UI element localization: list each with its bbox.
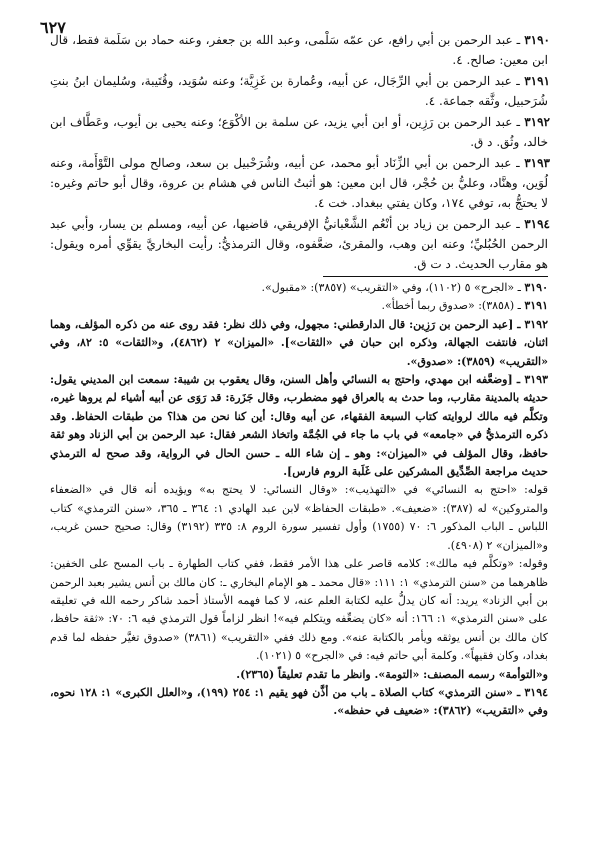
footnote (50, 684, 548, 721)
entry-number: ٣١٩٠ (524, 33, 550, 47)
entry-text: ـ عبد الرحمن بن زياد بن أنْعُم الشَّعْبانيُّ الإفريقي، قاضيها، عن أبيه، ومسلم بن يسار، وأبي عبد الرحمن الحُبُليِّ؛ وعنه ابن وهب، والمقرئ، ضعَّفوه، وقال الترمذيُّ: رأيت البخاريَّ يقوِّي أمره ويقول: هو مقارب الحديث. د ت ق. (50, 217, 548, 271)
entry (50, 71, 548, 111)
footnote-text: ـ «سنن الترمذي» كتاب الصلاة ـ باب من أذَّن فهو يقيم ١: ٢٥٤ (١٩٩)، و«العلل الكبرى» ١: ١٢٨ نحوه، وفي «التقريب» (٣٨٦٢): «ضعيف في حفظه». (50, 685, 548, 718)
entry-text: ـ عبد الرحمن بن أبي الرِّجَال، عن أبيه، وعُمارة بن غَزِيَّة؛ وعنه سُوَيد، وقُتَيبة، وسُليمان ابنُ بنتِ شُرَحبيل، وثَّقه جماعة. ٤. (50, 74, 548, 108)
footnote-text: قوله: «احتج به النسائي» في «التهذيب»: «وقال النسائي: لا يحتج به» ويؤيده أنه قال في «الضعفاء والمتروكين» له (٣٨٧): «ضعيف». «طبقات الحفاظ» لابن عبد الهادي ١: ٣٦٤ ـ ٣٦٥، «سنن الترمذي» كتاب اللباس ـ الباب المذكور ٦: ٧٠ (١٧٥٥) وأول تفسير سورة الروم ٨: ٣٣٥ (٣١٩٢) وقال: صحيح حسن غريب، و«الميزان» ٢ (٤٩٠٨). (50, 483, 549, 552)
footnote-text: وقوله: «وتكلَّم فيه مالك»: كلامه قاصر على هذا الأمر فقط، ففي كتاب الطهارة ـ باب المسح على الخفين: ظاهرهما من «سنن الترمذي» ١: ١١١: «قال محمد ـ هو الإمام البخاري ـ: كان مالك بن أنس يشير بعبد الرحمن بن أبي الزناد» يريد: أنه كان يدلُّ عليه لكتابة العلم عنه، لا كما فهمه الأستاذ أحمد شاكر رحمه الله في تعليقه على «سنن الترمذي» ١: ١٦٦: أنه «كان يضعِّفه ويتكلم فيه»! انظر لزاماً قول الترمذي فيه ٦: ٧٠: «ثقة حافظ، كان مالك بن أنس يوثقه ويأمر بالكتابة عنه». ومع ذلك ففي «التقريب» (٣٨٦١) «صدوق تغيَّر حفظه لما قدم بغداد، وكان فقيهاً». وكلمة أبي حاتم فيه: في «الجرح» ٥ (١٠٢١). (50, 557, 549, 663)
footnote-number: ٣١٩٤ (524, 685, 549, 699)
footnote-text: ـ «الجرح» ٥ (١١٠٢)، وفي «التقريب» (٣٨٥٧): «مقبول». (261, 281, 521, 294)
footnote (50, 481, 548, 555)
entry-text: ـ عبد الرحمن بن رَزِين، أو ابن أبي يزيد، عن سلمة بن الأكْوَع؛ وعنه يحيى بن أيوب، وعَطَّاف ابن خالد، وثُق. د ق. (50, 115, 548, 149)
entry-number: ٣١٩١ (524, 74, 550, 88)
entry-number: ٣١٩٣ (524, 156, 550, 170)
entry (50, 153, 548, 213)
footnote (50, 371, 548, 481)
footnote-separator (323, 276, 548, 277)
page-number: ٦٢٧ (40, 18, 66, 37)
footnotes (50, 279, 548, 721)
entry-text: ـ عبد الرحمن بن أبي الزِّنَاد أبو محمد، عن أبيه، وشُرَحْبيل بن سعد، وصالح مولى التَّوْأَمة، وعنه لُوَين، وهنَّاد، وعليُّ بن حُجْر، قال ابن معين: هو أثبتُ الناس في هشام بن عروة، وقال أبو حاتم وغيره: لا يحتجُّ به، توفي ١٧٤، وكان يفتي ببغداد. خت ٤. (50, 156, 548, 210)
footnote (50, 555, 548, 665)
footnote-number: ٣١٩٠ (524, 281, 548, 294)
entry (50, 30, 548, 70)
entry-number: ٣١٩٢ (524, 115, 550, 129)
footnote (50, 279, 548, 297)
footnote-number: ٣١٩٢ (524, 317, 548, 331)
footnote-text: ـ [وضعَّفه ابن مهدي، واحتج به النسائي وأهل السنن، وقال يعقوب بن شيبة: سمعت ابن المديني يقول: حديثه بالمدينة مقارب، وما حدث به بالعراق فهو مضطرب، وقال جَزَرة: قد رَوَى عن أبيه أشياء لم يروها غيره، وتكلَّم فيه مالك لروايته كتاب السبعة الفقهاء، عن أبيه وقال: أين كنا نحن من هذا؟ من طبقات الحفاظ. وقد ذكره الترمذيُّ في «جامعه» في باب ما جاء في الجُمَّة واتخاذ الشعر فقال: عبد الرحمن بن أبي الزناد وهو ثقة حافظ، وقال المؤلف في «الميزان»: وهو ـ إن شاء الله ـ حسن الحال في الرواية، وقد صحح له الترمذي حديث مراجعة الصِّدِّيق المشركين على غَلَبة الروم فارس]. (50, 373, 548, 479)
footnote-text: ـ [عبد الرحمن بن رَزِين: قال الدارقطني: مجهول، وفي ذلك نظر: فقد روى عنه من ذكره المؤلف، وهما اثنان، فانتفت الجهالة، وذكره ابن حبان في «الثقات»]. «الميزان» ٢ (٤٨٦٢)، و«الثقات» ٥: ٨٢، وفي «التقريب» (٣٨٥٩): «صدوق». (50, 317, 548, 368)
footnote-number: ٣١٩١ (524, 299, 548, 313)
entry-text: ـ عبد الرحمن بن أبي رافع، عن عمّه سَلْمى، وعبد الله بن جعفر، وعنه حماد بن سَلَمة فقط، قال ابن معين: صالح. ٤. (50, 33, 548, 67)
footnote-text: و«التوأمة» رسمه المصنف: «التومة». وانظر ما تقدم تعليقاً (٢٣٦٥). (236, 667, 548, 681)
footnote (50, 297, 548, 315)
footnote (50, 316, 548, 371)
footnote-number: ٣١٩٣ (524, 373, 548, 387)
entry-number: ٣١٩٤ (524, 217, 550, 231)
main-entries (50, 30, 548, 274)
footnote-text: ـ (٣٨٥٨): «صدوق ربما أخطأ». (381, 299, 521, 313)
entry (50, 214, 548, 274)
entry (50, 112, 548, 152)
footnote (50, 666, 548, 684)
